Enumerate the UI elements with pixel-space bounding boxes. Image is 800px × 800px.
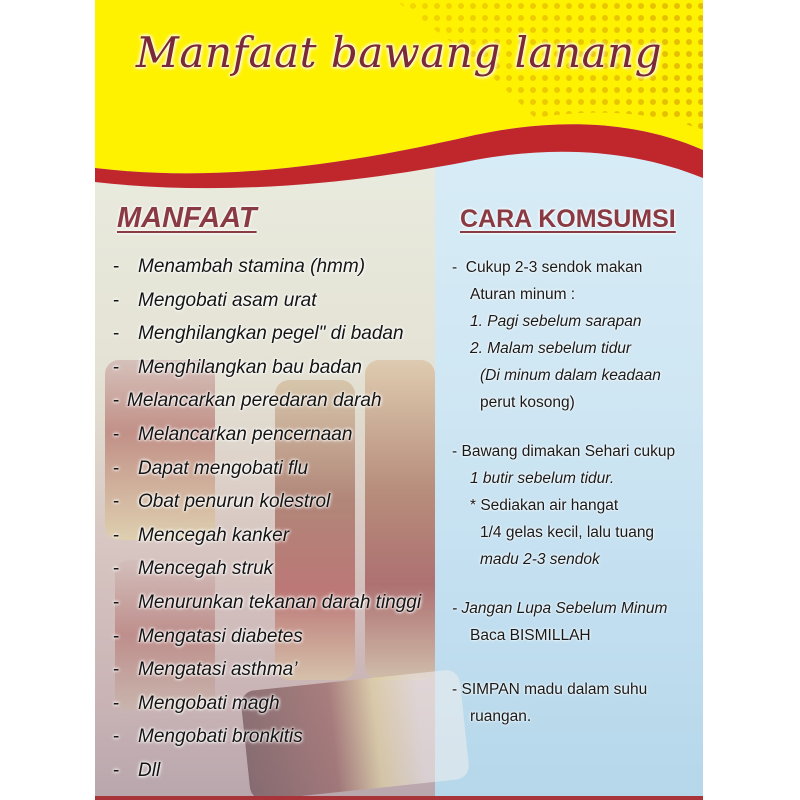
list-item-text: Melancarkan pencernaan bbox=[138, 423, 353, 445]
list-item bbox=[113, 626, 421, 660]
text-line: perut kosong) bbox=[480, 394, 575, 411]
list-item-text: Mengobati bronkitis bbox=[138, 726, 303, 748]
bullet-dash: - bbox=[113, 423, 120, 445]
list-item-text: Mengatasi asthma’ bbox=[138, 659, 298, 681]
manfaat-list bbox=[113, 256, 421, 794]
list-item-text: Menurunkan tekanan darah tinggi bbox=[138, 591, 422, 613]
bullet-dash: - bbox=[452, 681, 458, 698]
bullet-dash: - bbox=[113, 289, 120, 311]
list-item-text: Melancarkan peredaran darah bbox=[127, 390, 382, 412]
instruction-text: Cukup 2-3 sendok makan bbox=[465, 259, 643, 276]
text-line: 1. Pagi sebelum sarapan bbox=[470, 313, 642, 330]
cara-konsumsi-heading: CARA KOMSUMSI bbox=[460, 205, 676, 233]
bullet-dash: - bbox=[113, 692, 120, 714]
bottom-border bbox=[95, 796, 703, 800]
list-item bbox=[113, 458, 421, 492]
list-item-text: Menambah stamina (hmm) bbox=[138, 256, 366, 277]
eating-instructions bbox=[452, 438, 675, 573]
bullet-dash: - bbox=[113, 591, 120, 613]
bullet-dash: - bbox=[113, 558, 120, 580]
list-item-text: Dapat mengobati flu bbox=[138, 457, 309, 479]
text-line bbox=[452, 438, 675, 465]
text-line bbox=[452, 595, 667, 622]
bullet-dash: - bbox=[452, 443, 458, 460]
text-line bbox=[452, 676, 647, 703]
list-item bbox=[113, 390, 421, 424]
list-item bbox=[113, 592, 421, 626]
text-line: (Di minum dalam keadaan bbox=[480, 367, 661, 384]
list-item-text: Menghilangkan bau badan bbox=[138, 356, 362, 378]
bullet-dash: - bbox=[113, 625, 120, 647]
bullet-dash: - bbox=[113, 256, 120, 277]
poster-title: Manfaat bawang lanang bbox=[135, 28, 663, 77]
list-item bbox=[113, 256, 421, 290]
list-item bbox=[113, 558, 421, 592]
text-line: 1 butir sebelum tidur. bbox=[470, 470, 615, 487]
bullet-dash: - bbox=[113, 659, 120, 681]
bullet-dash: - bbox=[113, 726, 120, 748]
text-line: Aturan minum : bbox=[470, 286, 576, 303]
header-banner bbox=[95, 0, 703, 190]
bullet-dash: - bbox=[113, 323, 120, 345]
list-item bbox=[113, 491, 421, 525]
text-line: ruangan. bbox=[470, 708, 532, 725]
text-line: madu 2-3 sendok bbox=[480, 551, 600, 568]
text-line: 1/4 gelas kecil, lalu tuang bbox=[480, 524, 655, 541]
list-item-text: Mencegah struk bbox=[138, 558, 274, 580]
text-line bbox=[452, 254, 661, 281]
instruction-text: SIMPAN madu dalam suhu bbox=[461, 681, 648, 698]
list-item-text: Menghilangkan pegel" di badan bbox=[138, 323, 404, 345]
bullet-dash: - bbox=[113, 457, 120, 479]
list-item bbox=[113, 659, 421, 693]
dosage-instructions bbox=[452, 254, 661, 416]
bullet-dash: - bbox=[113, 491, 120, 513]
list-item bbox=[113, 290, 421, 324]
bullet-dash: - bbox=[113, 524, 120, 546]
list-item bbox=[113, 693, 421, 727]
poster bbox=[95, 0, 703, 800]
bullet-dash: - bbox=[452, 600, 458, 617]
text-line: Baca BISMILLAH bbox=[470, 627, 591, 644]
list-item-text: Mengobati asam urat bbox=[138, 289, 317, 311]
list-item bbox=[113, 357, 421, 391]
storage-instructions bbox=[452, 676, 647, 730]
text-line: 2. Malam sebelum tidur bbox=[470, 340, 632, 357]
list-item-text: Dll bbox=[138, 759, 161, 781]
manfaat-heading: MANFAAT bbox=[117, 202, 257, 234]
list-item-text: Mengobati magh bbox=[138, 692, 280, 714]
list-item-text: Mencegah kanker bbox=[138, 524, 290, 546]
list-item bbox=[113, 726, 421, 760]
instruction-text: Jangan Lupa Sebelum Minum bbox=[461, 600, 668, 617]
bullet-dash: - bbox=[113, 356, 120, 378]
list-item-text: Mengatasi diabetes bbox=[138, 625, 303, 647]
list-item bbox=[113, 323, 421, 357]
prayer-reminder bbox=[452, 595, 667, 649]
list-item-text: Obat penurun kolestrol bbox=[138, 491, 331, 513]
list-item bbox=[113, 760, 421, 794]
list-item bbox=[113, 525, 421, 559]
bullet-dash: - bbox=[113, 390, 120, 412]
list-item bbox=[113, 424, 421, 458]
instruction-text: Bawang dimakan Sehari cukup bbox=[461, 443, 676, 460]
bullet-dash: - bbox=[452, 259, 458, 276]
text-line: * Sediakan air hangat bbox=[470, 497, 619, 514]
bullet-dash: - bbox=[113, 759, 120, 781]
